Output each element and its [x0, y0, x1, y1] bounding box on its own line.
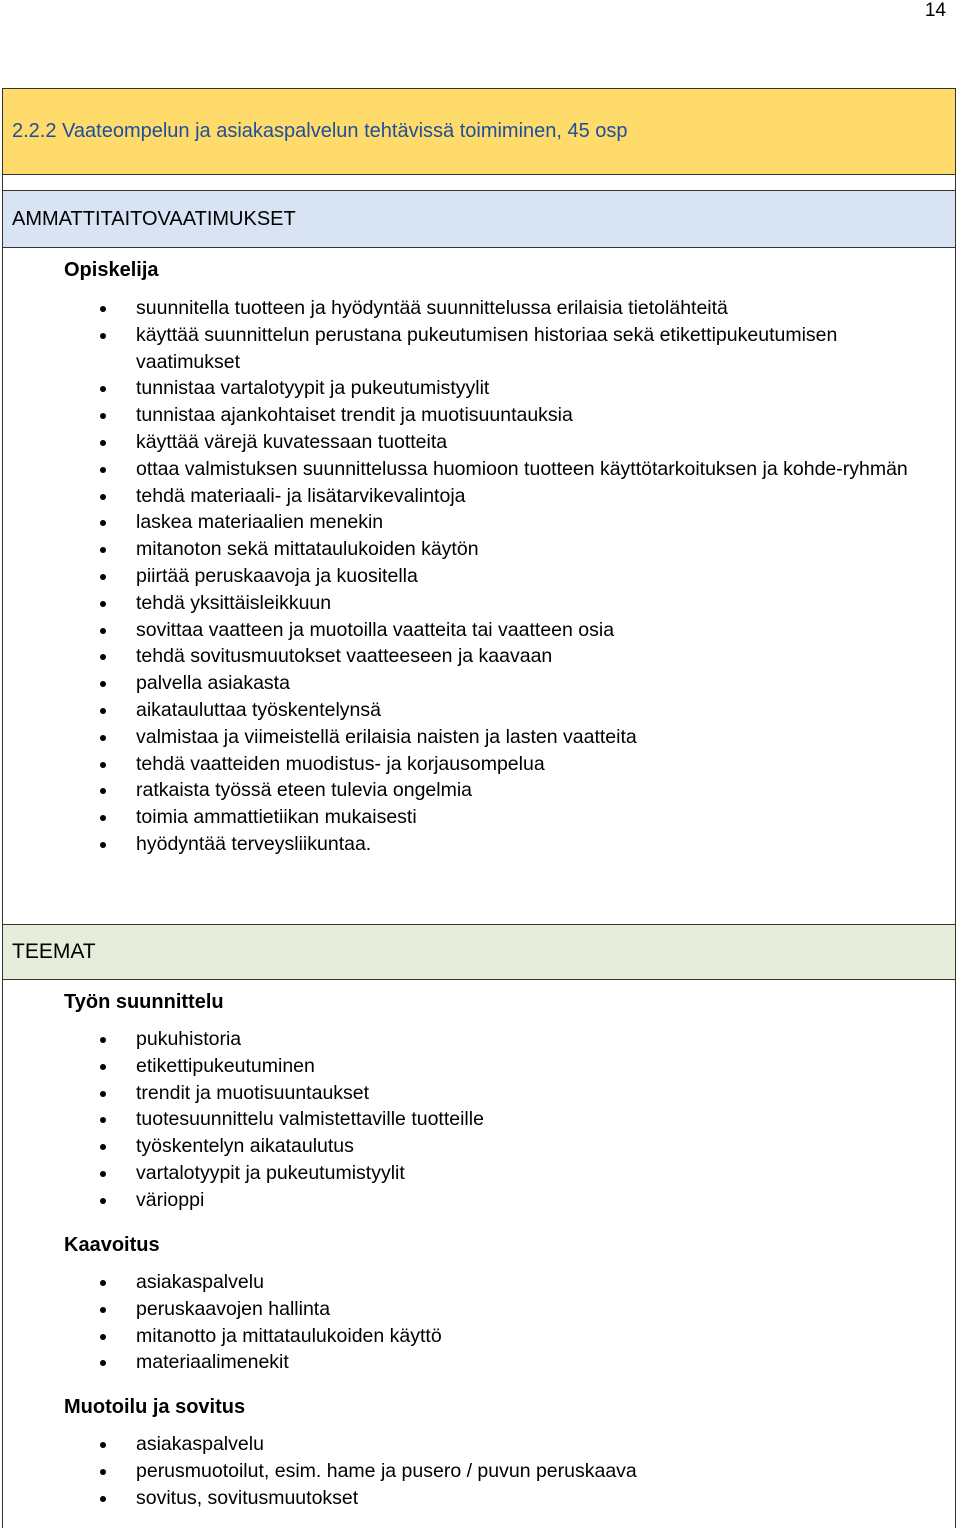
theme-group-list — [64, 1269, 944, 1376]
list-item: asiakaspalvelu — [64, 1269, 944, 1296]
list-item: tuotesuunnittelu valmistettaville tuotteille — [64, 1106, 944, 1133]
list-item: asiakaspalvelu — [64, 1431, 944, 1458]
list-item: valmistaa ja viimeistellä erilaisia naisten ja lasten vaatteita — [64, 724, 934, 751]
list-item: etikettipukeutuminen — [64, 1053, 944, 1080]
list-item: toimia ammattietiikan mukaisesti — [64, 804, 934, 831]
theme-group-list — [64, 1431, 944, 1511]
list-item: peruskaavojen hallinta — [64, 1296, 944, 1323]
list-item: laskea materiaalien menekin — [64, 509, 934, 536]
list-item: pukuhistoria — [64, 1026, 944, 1053]
list-item: mitanotto ja mittataulukoiden käyttö — [64, 1323, 944, 1350]
list-item: tunnistaa ajankohtaiset trendit ja muotisuuntauksia — [64, 402, 934, 429]
section-title: 2.2.2 Vaateompelun ja asiakaspalvelun tehtävissä toimiminen, 45 osp — [12, 120, 628, 142]
list-item: käyttää suunnittelun perustana pukeutumisen historiaa sekä etikettipukeutumisen vaatimukset — [64, 322, 934, 376]
theme-group-title: Kaavoitus — [64, 1234, 160, 1256]
requirements-band — [3, 190, 955, 248]
list-item: värioppi — [64, 1187, 944, 1214]
page-number: 14 — [924, 0, 946, 21]
list-item: palvella asiakasta — [64, 670, 934, 697]
list-item: käyttää värejä kuvatessaan tuotteita — [64, 429, 934, 456]
list-item: suunnitella tuotteen ja hyödyntää suunnittelussa erilaisia tietolähteitä — [64, 295, 934, 322]
list-item: sovitus, sovitusmuutokset — [64, 1485, 944, 1512]
list-item: trendit ja muotisuuntaukset — [64, 1080, 944, 1107]
requirements-list — [64, 295, 934, 858]
theme-group-list — [64, 1026, 944, 1214]
list-item: perusmuotoilut, esim. hame ja pusero / puvun peruskaava — [64, 1458, 944, 1485]
list-item: tehdä materiaali- ja lisätarvikevalintoja — [64, 483, 934, 510]
requirements-heading: AMMATTITAITOVAATIMUKSET — [12, 208, 296, 230]
student-subheading: Opiskelija — [64, 259, 159, 281]
themes-heading: TEEMAT — [12, 940, 96, 963]
list-item: tehdä yksittäisleikkuun — [64, 590, 934, 617]
theme-group-title: Työn suunnittelu — [64, 991, 224, 1013]
section-title-band — [3, 89, 955, 175]
list-item: aikatauluttaa työskentelynsä — [64, 697, 934, 724]
list-item: piirtää peruskaavoja ja kuositella — [64, 563, 934, 590]
list-item: sovittaa vaatteen ja muotoilla vaatteita tai vaatteen osia — [64, 617, 934, 644]
list-item: hyödyntää terveysliikuntaa. — [64, 831, 934, 858]
list-item: tunnistaa vartalotyypit ja pukeutumistyylit — [64, 375, 934, 402]
list-item: materiaalimenekit — [64, 1349, 944, 1376]
theme-group-title: Muotoilu ja sovitus — [64, 1396, 246, 1418]
list-item: tehdä sovitusmuutokset vaatteeseen ja kaavaan — [64, 643, 934, 670]
list-item: tehdä vaatteiden muodistus- ja korjausompelua — [64, 751, 934, 778]
list-item: ottaa valmistuksen suunnittelussa huomioon tuotteen käyttötarkoituksen ja kohde-ryhmän — [64, 456, 934, 483]
list-item: vartalotyypit ja pukeutumistyylit — [64, 1160, 944, 1187]
list-item: työskentelyn aikataulutus — [64, 1133, 944, 1160]
list-item: mitanoton sekä mittataulukoiden käytön — [64, 536, 934, 563]
themes-band — [3, 924, 955, 980]
list-item: ratkaista työssä eteen tulevia ongelmia — [64, 777, 934, 804]
